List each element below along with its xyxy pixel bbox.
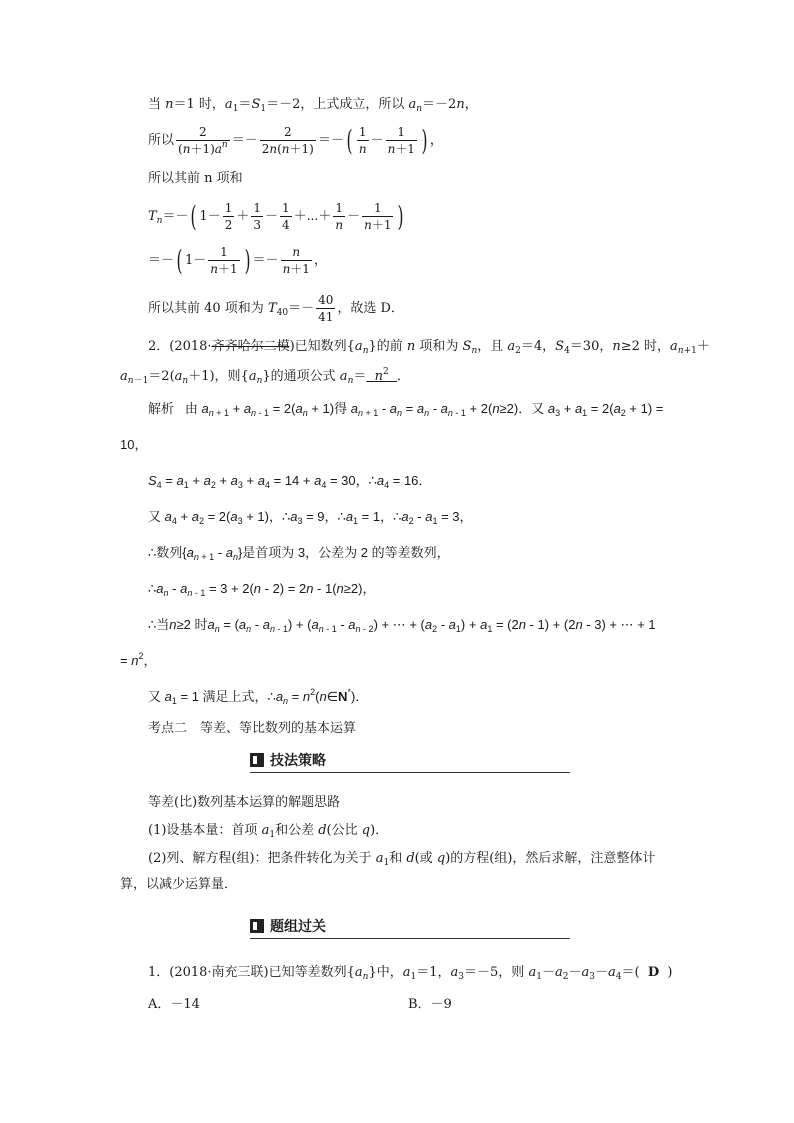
solution-line-6: 所以其前 40 项和为 $T_{40}=-$ $\frac{40}{41}$ ，故选 D．: [148, 293, 404, 324]
analysis-line-1: 解析 由 $a_{n + 1} + a_{n - 1} = 2(a_n + 1)$得 $a_{n + 1} - a_n = a_n - a_{n - 1} + 2(n\ge 2)$．又 $a_3 + a_1 = 2(a_2 + 1)$ =: [148, 401, 664, 418]
header-technique: 技法策略: [250, 750, 326, 772]
option-b: B．－9: [408, 997, 452, 1012]
solution-line-2: 所以 $\frac{2}{(n+1)a^n}$ ＝－ $\frac{2}{2n(n+1)}$ ＝－( $\frac{1}{n}$ － $\frac{1}{n+1}$ ) ，: [148, 123, 443, 157]
analysis-line-3: 又 $a_4 + a_2 = 2(a_3 + 1)$，$\therefore a_3 = 9$，$\therefore a_1 = 1$，$\therefore a_2 - a_1 = 3$，: [148, 509, 473, 526]
section-marker-icon: [250, 919, 264, 933]
tip-2: (2)列、解方程(组)：把条件转化为关于 $a_1$和 d(或 q)的方程(组)，然后求解，注意整体计: [148, 851, 656, 868]
analysis-line-4: ∴数列$\{a_{n + 1} - a_n\}$是首项为 3，公差为 2 的等差数列，: [148, 545, 450, 562]
section-marker-icon: [250, 753, 264, 767]
analysis-line-7: 又 $a_1 = 1$ 满足上式，$\therefore a_n$ = $n^2(n\in N^*)$．: [148, 687, 369, 706]
analysis-line-5: $\therefore a_n - a_{n - 1} = 3 + 2(n - 2) = 2n - 1(n\ge 2)$，: [148, 581, 376, 598]
analysis-line-6: ∴当n≥2 时$a_n = (a_n - a_{n - 1}) + (a_{n - 1} - a_{n - 2})$ + ⋯ + $(a_2 - a_1) + a_1 = (2n - 1) + (2n - 3)$ + ⋯ + 1: [148, 617, 656, 634]
analysis-line-6b: = $n^2$，: [120, 651, 157, 668]
analysis-line-1b: 10，: [120, 437, 148, 452]
problem-3-stem: 1．(2018·南充三联)已知等差数列$\{a_n\}$中，$a_1=1$，$a_3=-5$，则 $a_1-a_2-a_3-a_4=$( D ): [148, 965, 673, 982]
problem-3-answer: D: [647, 965, 660, 980]
tip-1: (1)设基本量：首项 $a_1$和公差 d(公比 q)．: [148, 823, 389, 840]
option-a: A．－14: [148, 997, 200, 1012]
tip-title: 等差(比)数列基本运算的解题思路: [148, 795, 341, 810]
tip-2b: 算，以减少运算量．: [120, 877, 238, 892]
solution-line-5: ＝－( 1－ $\frac{1}{n+1}$ ) ＝－ $\frac{n}{n+1}$ ，: [148, 243, 327, 277]
problem-2-line-2: $a_{n-1}=2(a_n+1)$，则$\{a_n\}$的通项公式 $a_n= n^2$ ．: [120, 367, 411, 386]
problem-2-line-1: 2．(2018·齐齐哈尔二模)已知数列$\{a_n\}$的前 n 项和为 $S_n$，且 $a_2=4$，$S_4=30$，n≥2 时，$a_{n+1}+$: [148, 339, 710, 356]
solution-line-1: 当 n＝1 时，$a_1=S_1=-2$，上式成立，所以 $a_n=-2n$，: [148, 97, 478, 114]
solution-line-3: 所以其前 n 项和: [148, 171, 243, 186]
header-rule: [250, 772, 570, 773]
problem-2-answer: $n^2$: [374, 367, 389, 384]
section-title: 考点二 等差、等比数列的基本运算: [148, 721, 357, 736]
analysis-line-2: $S_4 = a_1 + a_2 + a_3 + a_4 = 14 + a_4 = 30$，$\therefore a_4 = 16$．: [148, 473, 432, 490]
header-rule: [250, 938, 570, 939]
header-exercises: 题组过关: [250, 916, 326, 938]
solution-line-4: $T_n=-$( 1－ $\frac{1}{2}$ ＋ $\frac{1}{3}$ － $\frac{1}{4}$ ＋⋯＋ $\frac{1}{n}$ － $\frac{1}{n+1}$ ): [148, 199, 404, 233]
